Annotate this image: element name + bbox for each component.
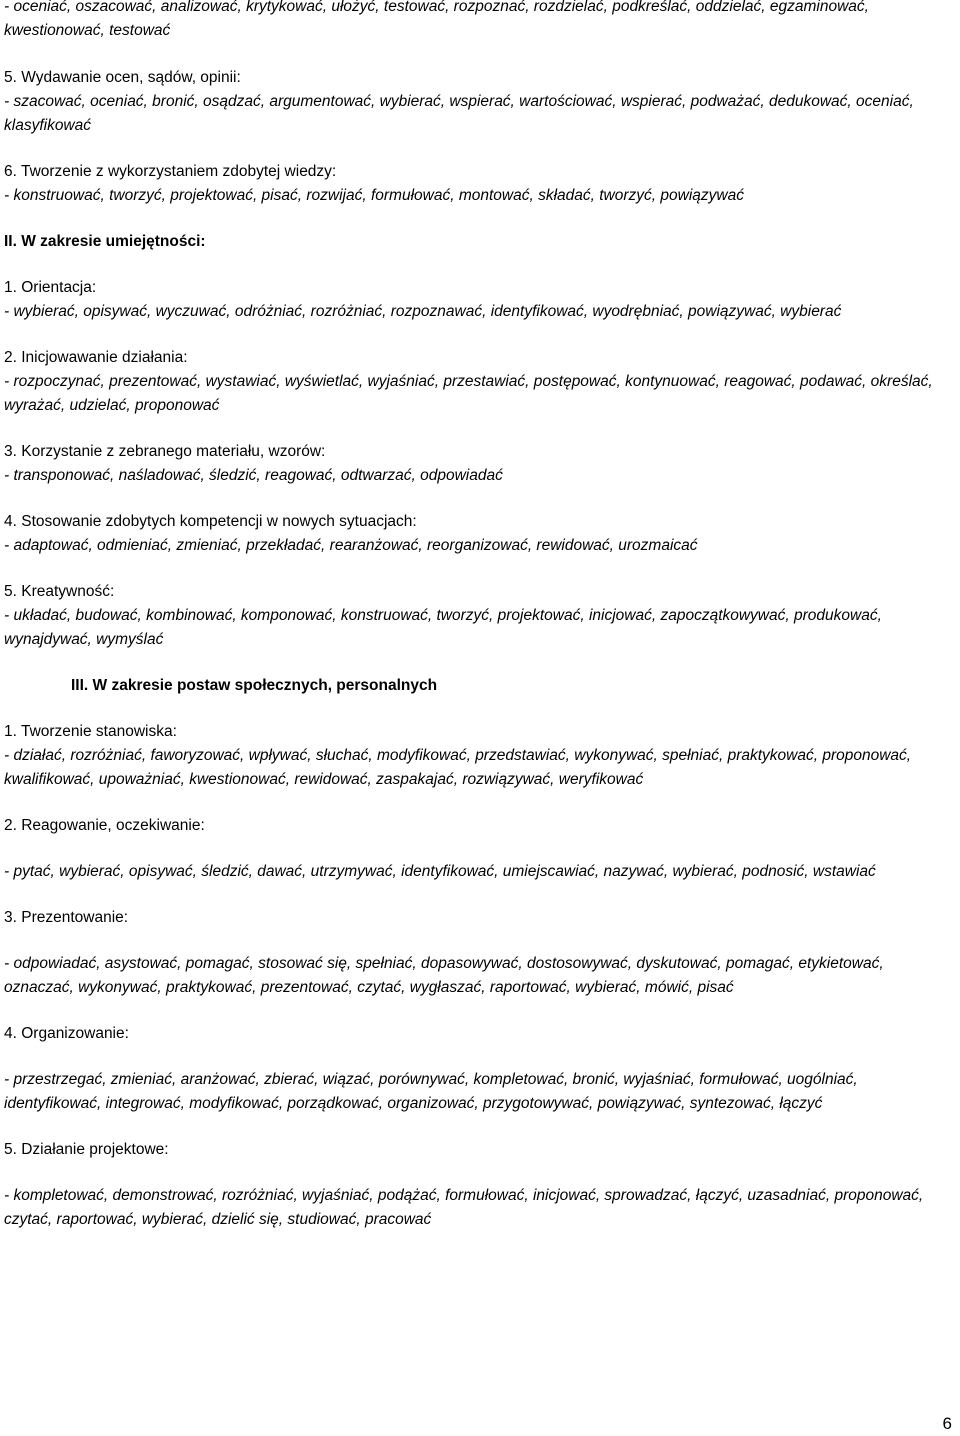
verb-list — [4, 370, 954, 418]
subheading — [4, 66, 954, 90]
verb-list — [4, 1068, 954, 1116]
verb-list-text: - transponować, naśladować, śledzić, reagować, odtwarzać, odpowiadać — [4, 467, 503, 484]
subheading-text: 4. Stosowanie zdobytych kompetencji w nowych sytuacjach: — [4, 513, 417, 530]
page-number: 6 — [942, 1414, 952, 1433]
subheading-text: 4. Organizowanie: — [4, 1025, 129, 1042]
verb-list — [4, 184, 954, 208]
verb-list — [4, 534, 954, 558]
verb-list-text: - działać, rozróżniać, faworyzować, wpływać, słuchać, modyfikować, przedstawiać, wykonywać, spełniać, praktykować, proponować, kwalifikować, upoważniać, kwestionować, rewidować, zaspakajać, rozwiązywać, weryfikować — [4, 747, 912, 788]
document-page — [4, 0, 954, 1232]
verb-list-text: - szacować, oceniać, bronić, osądzać, argumentować, wybierać, wspierać, wartościować, wspierać, podważać, dedukować, oceniać, klasyfikować — [4, 93, 914, 134]
verb-list — [4, 90, 954, 138]
subheading — [4, 580, 954, 604]
subheading-text: 5. Wydawanie ocen, sądów, opinii: — [4, 69, 241, 86]
verb-list — [4, 744, 954, 792]
verb-list — [4, 0, 954, 43]
verb-list-text: - układać, budować, kombinować, komponować, konstruować, tworzyć, projektować, inicjować, zapoczątkowywać, produkować, wynajdywać, wymyślać — [4, 607, 882, 648]
subheading-text: 1. Tworzenie stanowiska: — [4, 723, 177, 740]
subheading-text: 5. Działanie projektowe: — [4, 1141, 169, 1158]
subheading — [4, 720, 954, 744]
subheading — [4, 510, 954, 534]
verb-list — [4, 300, 954, 324]
subheading — [4, 906, 954, 930]
section-heading-text: II. W zakresie umiejętności: — [4, 233, 206, 250]
subheading — [4, 346, 954, 370]
subheading-text: 3. Prezentowanie: — [4, 909, 129, 926]
subheading-text: 1. Orientacja: — [4, 279, 97, 296]
verb-list-text: - wybierać, opisywać, wyczuwać, odróżniać, rozróżniać, rozpoznawać, identyfikować, wyodrębniać, powiązywać, wybierać — [4, 303, 842, 320]
verb-list-text: - kompletować, demonstrować, rozróżniać, wyjaśniać, podążać, formułować, inicjować, sprowadzać, łączyć, uzasadniać, proponować, czytać, raportować, wybierać, dzielić się, studiować, pracować — [4, 1187, 924, 1228]
verb-list-text: - rozpoczynać, prezentować, wystawiać, wyświetlać, wyjaśniać, przestawiać, postępować, kontynuować, reagować, podawać, określać, wyrażać, udzielać, proponować — [4, 373, 933, 414]
verb-list-text: - odpowiadać, asystować, pomagać, stosować się, spełniać, dopasowywać, dostosowywać, dyskutować, pomagać, etykietować, oznaczać, wykonywać, praktykować, prezentować, czytać, wygłaszać, raportować, wybierać, mówić, pisać — [4, 955, 884, 996]
verb-list — [4, 860, 954, 884]
subheading — [4, 1022, 954, 1046]
subheading-text: 3. Korzystanie z zebranego materiału, wzorów: — [4, 443, 326, 460]
verb-list — [4, 604, 954, 652]
verb-list — [4, 1184, 954, 1232]
subheading — [4, 814, 954, 838]
verb-list-text: - pytać, wybierać, opisywać, śledzić, dawać, utrzymywać, identyfikować, umiejscawiać, nazywać, wybierać, podnosić, wstawiać — [4, 863, 876, 880]
section-heading — [4, 674, 954, 698]
verb-list-text: - oceniać, oszacować, analizować, krytykować, ułożyć, testować, rozpoznać, rozdzielać, podkreślać, oddzielać, egzaminować, kwestionować, testować — [4, 0, 869, 39]
verb-list-text: - przestrzegać, zmieniać, aranżować, zbierać, wiązać, porównywać, kompletować, bronić, wyjaśniać, formułować, uogólniać, identyfikować, integrować, modyfikować, porządkować, organizować, przygotowywać, powiązywać, syntezować, łączyć — [4, 1071, 858, 1112]
verb-list-text: - konstruować, tworzyć, projektować, pisać, rozwijać, formułować, montować, składać, tworzyć, powiązywać — [4, 187, 744, 204]
subheading — [4, 160, 954, 184]
subheading — [4, 276, 954, 300]
subheading-text: 5. Kreatywność: — [4, 583, 115, 600]
verb-list — [4, 952, 954, 1000]
subheading — [4, 440, 954, 464]
subheading-text: 2. Inicjowawanie działania: — [4, 349, 188, 366]
section-heading — [4, 230, 954, 254]
verb-list-text: - adaptować, odmieniać, zmieniać, przekładać, rearanżować, reorganizować, rewidować, urozmaicać — [4, 537, 698, 554]
section-heading-text: III. W zakresie postaw społecznych, personalnych — [71, 677, 438, 694]
subheading — [4, 1138, 954, 1162]
subheading-text: 6. Tworzenie z wykorzystaniem zdobytej wiedzy: — [4, 163, 337, 180]
verb-list — [4, 464, 954, 488]
subheading-text: 2. Reagowanie, oczekiwanie: — [4, 817, 205, 834]
